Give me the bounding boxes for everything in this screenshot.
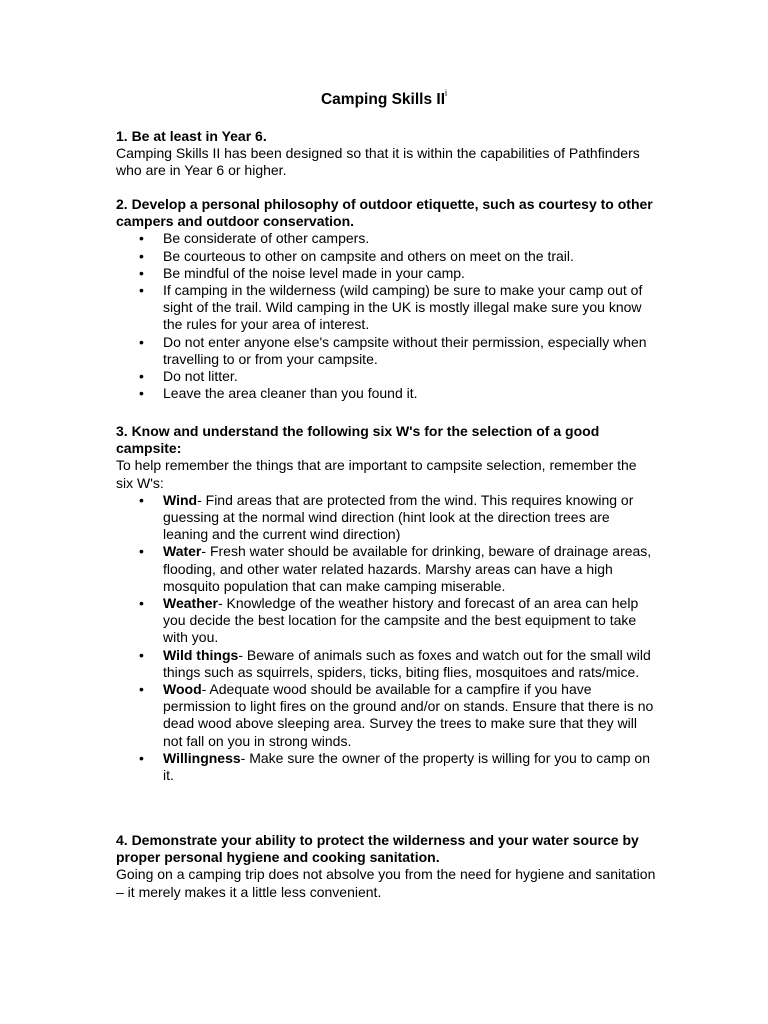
section-heading: 4. Demonstrate your ability to protect the wilderness and your water source by proper personal hygiene and cooking sanitation. xyxy=(116,832,639,866)
list-item xyxy=(116,681,656,750)
section-heading: 1. Be at least in Year 6. xyxy=(116,128,267,144)
list-item-text: - Beware of animals such as foxes and watch out for the small wild things such as squirrels, spiders, ticks, biting flies, mosquitoes and rats/mice. xyxy=(163,646,651,680)
bullet-icon: • xyxy=(139,749,144,766)
list-item: • Be courteous to other on campsite and others on meet on the trail. xyxy=(139,247,574,264)
section-3 xyxy=(116,423,656,784)
list-item: • Do not enter anyone else's campsite without their permission, especially when travelling to or from your campsite. xyxy=(139,333,647,367)
list-item-term: Water xyxy=(163,543,202,560)
bullet-icon: • xyxy=(139,368,144,385)
document-title xyxy=(0,88,768,109)
list-item xyxy=(116,647,656,681)
list-item-term: Willingness xyxy=(163,749,241,766)
list-item xyxy=(116,595,656,647)
list-item-text: - Find areas that are protected from the wind. This requires knowing or guessing at the normal wind direction (hint look at the direction trees are leaning and the current wind direction) xyxy=(163,491,634,543)
section-1 xyxy=(116,128,656,180)
list-item xyxy=(116,750,656,784)
list-item-term: Wind xyxy=(163,491,198,508)
bullet-icon: • xyxy=(139,646,144,663)
bullet-icon: • xyxy=(139,230,144,247)
list-item-term: Wood xyxy=(163,681,202,698)
list-item: • Leave the area cleaner than you found it. xyxy=(139,385,418,402)
title-footnote-mark: i xyxy=(445,88,448,98)
section-heading: 3. Know and understand the following six W's for the selection of a good campsite: xyxy=(116,423,600,457)
bullet-icon: • xyxy=(139,681,144,698)
bullet-icon: • xyxy=(139,543,144,560)
section-paragraph: Going on a camping trip does not absolve you from the need for hygiene and sanitation – it merely makes it a little less convenient. xyxy=(116,866,656,900)
bullet-icon: • xyxy=(139,491,144,508)
section-2 xyxy=(116,196,656,402)
bullet-icon: • xyxy=(139,595,144,612)
bullet-icon: • xyxy=(139,247,144,264)
list-item-term: Wild things xyxy=(163,646,239,663)
list-item xyxy=(116,492,656,544)
list-item: • Be mindful of the noise level made in your camp. xyxy=(139,264,465,281)
section-paragraph: To help remember the things that are important to campsite selection, remember the six W's: xyxy=(116,457,637,491)
section-4 xyxy=(116,832,656,901)
list-item: • Be considerate of other campers. xyxy=(139,230,370,247)
bullet-icon: • xyxy=(139,264,144,281)
list-item-text: - Fresh water should be available for drinking, beware of drainage areas, flooding, and other water related hazards. Marshy areas can have a high mosquito population that can make camping miserable. xyxy=(163,543,652,594)
bullet-list xyxy=(116,492,656,784)
section-paragraph: Camping Skills II has been designed so that it is within the capabilities of Pathfinders who are in Year 6 or higher. xyxy=(116,145,640,179)
section-heading: 2. Develop a personal philosophy of outdoor etiquette, such as courtesy to other campers and outdoor conservation. xyxy=(116,196,653,230)
list-item-term: Weather xyxy=(163,595,218,612)
list-item-text: - Knowledge of the weather history and forecast of an area can help you decide the best location for the campsite and the best equipment to take with you. xyxy=(163,595,639,646)
list-item-text: - Adequate wood should be available for a campfire if you have permission to light fires on the ground and/or on stands. Ensure that there is no dead wood above sleeping area. Survey the trees to make sure that they will not fall on you in strong winds. xyxy=(163,681,654,749)
list-item-text: - Make sure the owner of the property is willing for you to camp on it. xyxy=(163,749,650,784)
bullet-icon: • xyxy=(139,333,144,350)
list-item: • If camping in the wilderness (wild camping) be sure to make your camp out of sight of the trail. Wild camping in the UK is mostly illegal make sure you know the rules for your area of interest. xyxy=(139,282,643,333)
list-item: • Do not litter. xyxy=(139,368,238,385)
bullet-icon: • xyxy=(139,385,144,402)
list-item xyxy=(116,543,656,595)
bullet-list xyxy=(116,230,656,402)
bullet-icon: • xyxy=(139,282,144,299)
title-text: Camping Skills II xyxy=(320,91,446,108)
